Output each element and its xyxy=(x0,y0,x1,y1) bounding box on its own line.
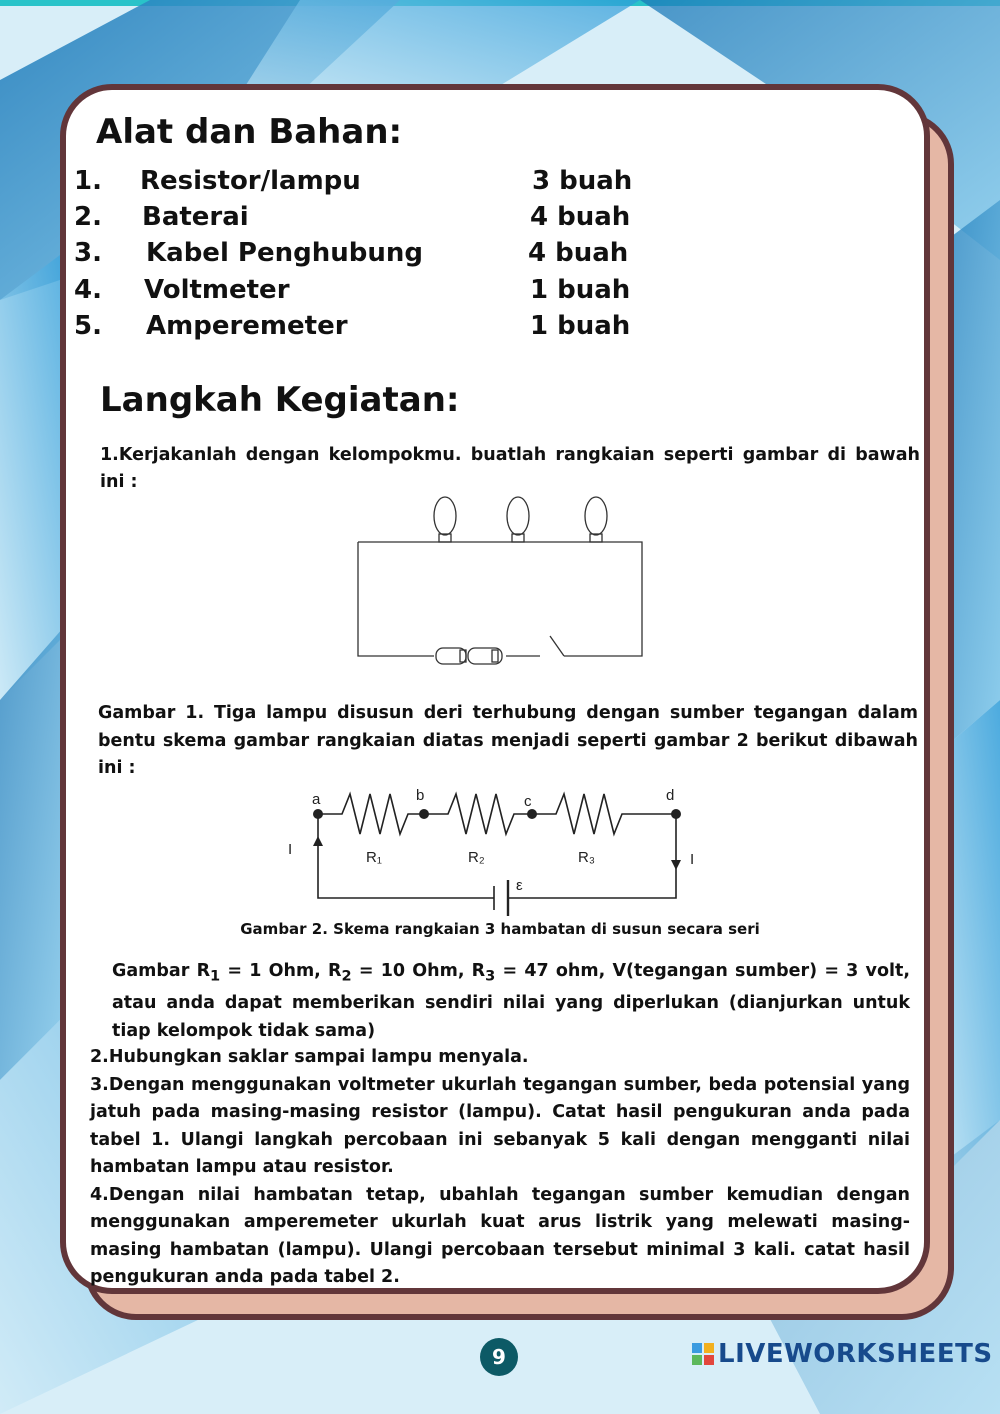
node-label-c: c xyxy=(524,793,532,810)
emf-label: ε xyxy=(516,877,523,894)
material-name: Amperemeter xyxy=(146,311,348,341)
material-quantity: 1 buah xyxy=(530,275,631,305)
r1-value: = 1 Ohm, R xyxy=(220,961,342,981)
material-quantity: 4 buah xyxy=(530,202,631,232)
circuit-wire xyxy=(358,542,642,656)
current-label-right: I xyxy=(690,851,695,868)
step-3-text: 3.Dengan menggunakan voltmeter ukurlah tegangan sumber, beda potensial yang jatuh pada masing-masing resistor (lampu). Catat hasil pengukuran anda pada tabel 1. Ulangi langkah percobaan ini sebanyak 5 kali dengan mengganti nilai hambatan lampu atau resistor. xyxy=(90,1074,910,1177)
figure-2-series-schematic xyxy=(280,780,710,920)
resistor-label-r3: R₃ xyxy=(578,849,595,866)
resistor-label-r2: R₂ xyxy=(468,849,485,866)
material-name: Kabel Penghubung xyxy=(146,238,423,268)
battery xyxy=(436,648,502,664)
material-number: 2. xyxy=(74,202,102,232)
r3-subscript: 3 xyxy=(485,967,496,985)
resistor-r3 xyxy=(532,794,676,834)
material-row xyxy=(74,166,674,200)
resistor-label-r1: R₁ xyxy=(366,849,382,866)
lamp xyxy=(434,497,456,542)
material-quantity: 4 buah xyxy=(528,238,629,268)
material-name: Voltmeter xyxy=(144,275,290,305)
figure-2-caption: Gambar 2. Skema rangkaian 3 hambatan di susun secara seri xyxy=(240,920,760,938)
liveworksheets-text: LIVEWORKSHEETS xyxy=(718,1339,993,1369)
liveworksheets-logo-icon xyxy=(692,1343,714,1365)
material-number: 4. xyxy=(74,275,102,305)
steps-list xyxy=(90,1044,910,1292)
resistor-r2 xyxy=(424,794,532,834)
material-row xyxy=(74,202,674,236)
node-a-dot xyxy=(313,809,323,819)
lamp xyxy=(585,497,607,542)
material-row xyxy=(74,275,674,309)
r2-value: = 10 Ohm, R xyxy=(351,961,486,981)
material-row xyxy=(74,311,674,345)
step-4-text: 4.Dengan nilai hambatan tetap, ubahlah tegangan sumber kemudian dengan menggunakan amperemeter ukurlah kuat arus listrik yang melewati masing-masing hambatan (lampu). Ulangi percobaan tersebut minimal 3 kali. catat hasil pengukuran anda pada tabel 2. xyxy=(90,1184,910,1287)
figure-1-caption: Gambar 1. Tiga lampu disusun deri terhubung dengan sumber tegangan dalam bentu skema gambar rangkaian diatas menjadi seperti gambar 2 berikut dibawah ini : xyxy=(98,703,918,778)
material-number: 3. xyxy=(74,238,102,268)
current-arrow-down-icon xyxy=(671,860,681,870)
liveworksheets-brand[interactable] xyxy=(692,1338,993,1370)
circuit-wire xyxy=(358,542,434,656)
node-label-b: b xyxy=(416,787,425,804)
node-label-a: a xyxy=(312,791,321,808)
material-name: Baterai xyxy=(142,202,249,232)
material-number: 5. xyxy=(74,311,102,341)
material-quantity: 1 buah xyxy=(530,311,631,341)
node-c-dot xyxy=(527,809,537,819)
steps-title: Langkah Kegiatan: xyxy=(100,380,460,420)
page-number-badge: 9 xyxy=(480,1338,518,1376)
lamp xyxy=(507,497,529,542)
r3-value: = 47 ohm, V(tegangan sumber) = 3 volt, xyxy=(495,961,910,981)
switch-lever xyxy=(550,636,564,656)
r2-subscript: 2 xyxy=(341,967,352,985)
material-number: 1. xyxy=(74,166,102,196)
current-arrow-up-icon xyxy=(313,836,323,846)
node-d-dot xyxy=(671,809,681,819)
node-label-d: d xyxy=(666,787,675,804)
current-label-left: I xyxy=(288,841,293,858)
r1-subscript: 1 xyxy=(210,967,221,985)
values-rest: atau anda dapat memberikan sendiri nilai yang diperlukan (dianjurkan untuk tiap kelompok tidak sama) xyxy=(112,993,910,1041)
material-quantity: 3 buah xyxy=(532,166,633,196)
step-1-text: 1.Kerjakanlah dengan kelompokmu. buatlah rangkaian seperti gambar di bawah ini : xyxy=(100,445,920,492)
material-name: Resistor/lampu xyxy=(140,166,361,196)
resistance-values-text xyxy=(112,958,910,1045)
materials-title: Alat dan Bahan: xyxy=(96,112,403,152)
resistor-r1 xyxy=(318,794,424,834)
material-row xyxy=(74,238,674,272)
figure-1-lamp-circuit xyxy=(352,494,652,666)
node-b-dot xyxy=(419,809,429,819)
values-prefix: Gambar R xyxy=(112,961,211,981)
step-2-text: 2.Hubungkan saklar sampai lampu menyala. xyxy=(90,1047,529,1067)
